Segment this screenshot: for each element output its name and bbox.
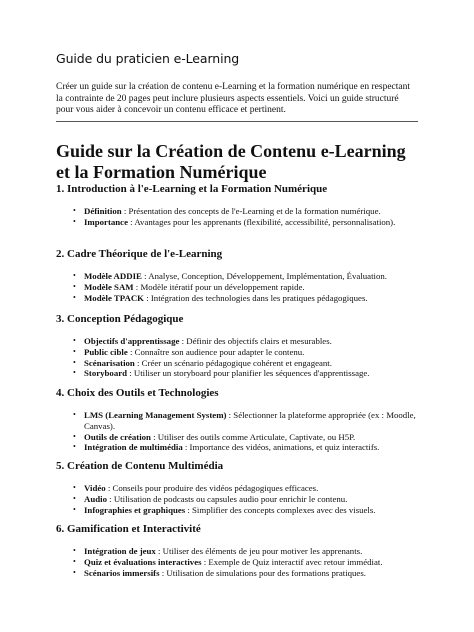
item-text: : Présentation des concepts de l'e-Learning et de la formation numérique. xyxy=(121,206,381,216)
item-term: Quiz et évaluations interactives xyxy=(84,556,202,567)
list-item xyxy=(56,347,420,358)
list-item xyxy=(56,505,420,516)
list-item xyxy=(56,206,420,217)
section-list xyxy=(56,336,420,379)
section-heading: 1. Introduction à l'e-Learning et la Formation Numérique xyxy=(56,183,328,195)
item-text: : Conseils pour produire des vidéos pédagogiques efficaces. xyxy=(105,483,319,493)
section-heading: 5. Création de Contenu Multimédia xyxy=(56,460,224,472)
list-item xyxy=(56,217,420,228)
item-text: : Connaître son audience pour adapter le contenu. xyxy=(127,346,305,357)
item-term: Intégration de multimédia xyxy=(84,442,183,453)
bullet-icon: • xyxy=(73,504,76,514)
item-term: Intégration de jeux xyxy=(84,546,156,556)
item-text: : Sélectionner la plateforme appropriée (ex : Moodle, Canvas). xyxy=(84,410,416,431)
section-contenu-multimedia xyxy=(56,460,420,515)
item-text: : Utilisation de podcasts ou capsules audio pour enrichir le contenu. xyxy=(106,493,348,504)
bullet-icon: • xyxy=(73,431,76,441)
section-heading: 6. Gamification et Interactivité xyxy=(56,523,201,535)
item-text: : Exemple de Quiz interactif avec retour immédiat. xyxy=(201,556,383,567)
item-text: : Analyse, Conception, Développement, Implémentation, Évaluation. xyxy=(141,271,387,281)
item-text: : Avantages pour les apprenants (flexibilité, accessibilité, personnalisation). xyxy=(127,216,396,227)
bullet-icon: • xyxy=(73,483,76,492)
bullet-icon: • xyxy=(73,271,76,280)
section-list xyxy=(56,546,420,578)
list-item xyxy=(56,271,420,282)
horizontal-divider xyxy=(56,121,418,122)
item-term: Audio xyxy=(84,493,107,504)
section-cadre-theorique xyxy=(56,248,420,303)
bullet-icon: • xyxy=(73,546,76,555)
bullet-icon: • xyxy=(73,292,76,302)
document-title: Guide sur la Création de Contenu e-Learning et la Formation Numérique xyxy=(56,141,406,182)
bullet-icon: • xyxy=(73,357,76,367)
item-term: Objectifs d'apprentissage xyxy=(84,336,180,346)
item-text: : Utiliser des outils comme Articulate, Captivate, ou H5P. xyxy=(150,431,356,442)
item-term: Scénarios immersifs xyxy=(84,567,160,578)
item-term: Importance xyxy=(84,216,128,227)
list-item xyxy=(56,368,420,379)
section-outils-technologies xyxy=(56,387,420,453)
intro-paragraph: Créer un guide sur la création de contenu e-Learning et la formation numérique en respectant la contrainte de 20 pages peut inclure plusieurs aspects essentiels. Voici un guide structuré pour vous aider à concevoir un contenu efficace et pertinent. xyxy=(56,82,410,116)
list-item xyxy=(56,410,420,432)
item-text: : Utiliser des éléments de jeu pour motiver les apprenants. xyxy=(155,546,363,556)
section-list xyxy=(56,271,420,303)
item-term: Public cible xyxy=(84,346,128,357)
item-term: Outils de création xyxy=(84,431,151,442)
item-term: LMS (Learning Management System) xyxy=(84,410,227,420)
list-item xyxy=(56,282,420,293)
list-item xyxy=(56,442,420,453)
bullet-icon: • xyxy=(73,346,76,356)
list-item xyxy=(56,432,420,443)
section-list xyxy=(56,483,420,515)
item-term: Modèle SAM xyxy=(84,281,134,292)
section-introduction xyxy=(56,183,420,228)
item-text: : Intégration des technologies dans les pratiques pédagogiques. xyxy=(144,292,368,303)
section-list xyxy=(56,206,420,228)
bullet-icon: • xyxy=(73,281,76,291)
item-term: Infographies et graphiques xyxy=(84,504,186,515)
section-heading: 2. Cadre Théorique de l'e-Learning xyxy=(56,248,223,260)
list-item xyxy=(56,494,420,505)
item-text: : Utilisation de simulations pour des formations pratiques. xyxy=(159,567,366,578)
section-list xyxy=(56,410,420,453)
list-item xyxy=(56,336,420,347)
item-term: Définition xyxy=(84,206,122,216)
guide-heading: Guide du praticien e-Learning xyxy=(56,51,240,66)
item-term: Modèle ADDIE xyxy=(84,271,142,281)
list-item xyxy=(56,557,420,568)
list-item xyxy=(56,483,420,494)
item-text: : Simplifier des concepts complexes avec des visuels. xyxy=(185,504,376,515)
bullet-icon: • xyxy=(73,206,76,215)
item-text: : Modèle itératif pour un développement rapide. xyxy=(133,281,305,292)
list-item xyxy=(56,293,420,304)
section-gamification xyxy=(56,523,420,578)
bullet-icon: • xyxy=(73,556,76,566)
bullet-icon: • xyxy=(73,216,76,226)
section-heading: 4. Choix des Outils et Technologies xyxy=(56,387,219,399)
bullet-icon: • xyxy=(73,493,76,503)
item-text: : Définir des objectifs clairs et mesurables. xyxy=(179,336,332,346)
bullet-icon: • xyxy=(73,442,76,452)
section-heading: 3. Conception Pédagogique xyxy=(56,313,184,325)
bullet-icon: • xyxy=(73,567,76,577)
item-term: Scénarisation xyxy=(84,357,135,368)
bullet-icon: • xyxy=(73,368,76,378)
item-term: Modèle TPACK xyxy=(84,292,145,303)
item-term: Storyboard xyxy=(84,368,128,379)
section-conception-pedagogique xyxy=(56,313,420,379)
list-item xyxy=(56,358,420,369)
item-text: : Créer un scénario pédagogique cohérent et engageant. xyxy=(134,357,332,368)
list-item xyxy=(56,568,420,579)
bullet-icon: • xyxy=(73,336,76,345)
item-term: Vidéo xyxy=(84,483,106,493)
list-item xyxy=(56,546,420,557)
item-text: : Utiliser un storyboard pour planifier les séquences d'apprentissage. xyxy=(127,368,370,379)
bullet-icon: • xyxy=(73,410,76,419)
item-text: : Importance des vidéos, animations, et quiz interactifs. xyxy=(182,442,380,453)
